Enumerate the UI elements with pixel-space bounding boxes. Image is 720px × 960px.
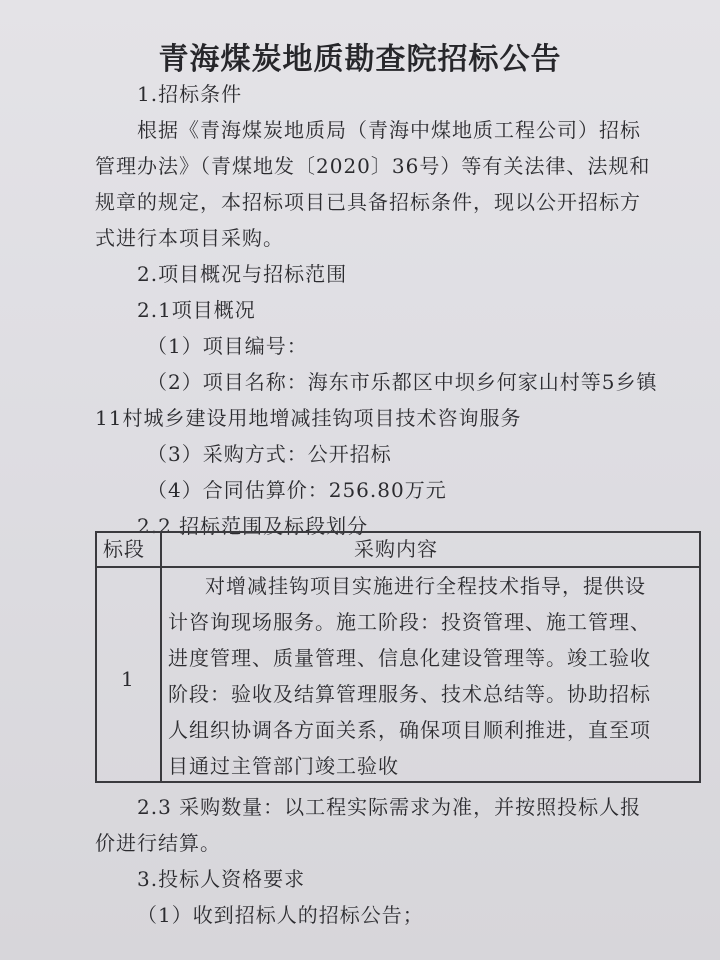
item-procurement-method: （3）采购方式：公开招标 bbox=[147, 442, 392, 466]
heading-bidding-conditions: 1.招标条件 bbox=[137, 82, 243, 106]
table-header-section: 标段 bbox=[103, 537, 145, 561]
table-cell-content-line: 对增减挂钩项目实施进行全程技术指导，提供设 bbox=[205, 574, 646, 598]
item-contract-estimate: （4）合同估算价：256.80万元 bbox=[147, 478, 447, 502]
subheading-project-overview: 2.1项目概况 bbox=[137, 298, 256, 322]
table-header-content: 采购内容 bbox=[354, 537, 438, 561]
item-project-name-cont: 11村城乡建设用地增减挂钩项目技术咨询服务 bbox=[95, 406, 522, 430]
item-procurement-quantity: 2.3 采购数量：以工程实际需求为准，并按照投标人报 bbox=[137, 795, 642, 819]
table-cell-content-line: 进度管理、质量管理、信息化建设管理等。竣工验收 bbox=[168, 646, 651, 670]
table-cell-content-line: 阶段：验收及结算管理服务、技术总结等。协助招标 bbox=[168, 682, 651, 706]
table-cell-content-line: 目通过主管部门竣工验收 bbox=[168, 754, 399, 778]
scope-table bbox=[95, 531, 701, 783]
paragraph-line: 规章的规定，本招标项目已具备招标条件，现以公开招标方 bbox=[95, 190, 641, 214]
table-divider bbox=[97, 566, 699, 568]
item-project-name: （2）项目名称：海东市乐都区中坝乡何家山村等5乡镇 bbox=[147, 370, 658, 394]
table-cell-content-line: 计咨询现场服务。施工阶段：投资管理、施工管理、 bbox=[168, 610, 651, 634]
table-cell-section: 1 bbox=[121, 667, 135, 691]
paragraph-line: 根据《青海煤炭地质局（青海中煤地质工程公司）招标 bbox=[137, 118, 641, 142]
subheading-scope: 2.2 招标范围及标段划分 bbox=[137, 514, 369, 538]
item-procurement-quantity-cont: 价进行结算。 bbox=[95, 831, 221, 855]
paragraph-line: 管理办法》（青煤地发〔2020〕36号）等有关法律、法规和 bbox=[95, 154, 651, 178]
paragraph-line: 式进行本项目采购。 bbox=[95, 226, 284, 250]
heading-project-overview: 2.项目概况与招标范围 bbox=[137, 262, 348, 286]
page-title: 青海煤炭地质勘查院招标公告 bbox=[158, 42, 562, 77]
heading-bidder-qualifications: 3.投标人资格要求 bbox=[137, 867, 306, 891]
table-cell-content-line: 人组织协调各方面关系，确保项目顺利推进，直至项 bbox=[168, 718, 651, 742]
table-divider bbox=[160, 533, 162, 781]
item-qualification-1: （1）收到招标人的招标公告； bbox=[137, 903, 424, 927]
item-project-number: （1）项目编号： bbox=[147, 334, 308, 358]
